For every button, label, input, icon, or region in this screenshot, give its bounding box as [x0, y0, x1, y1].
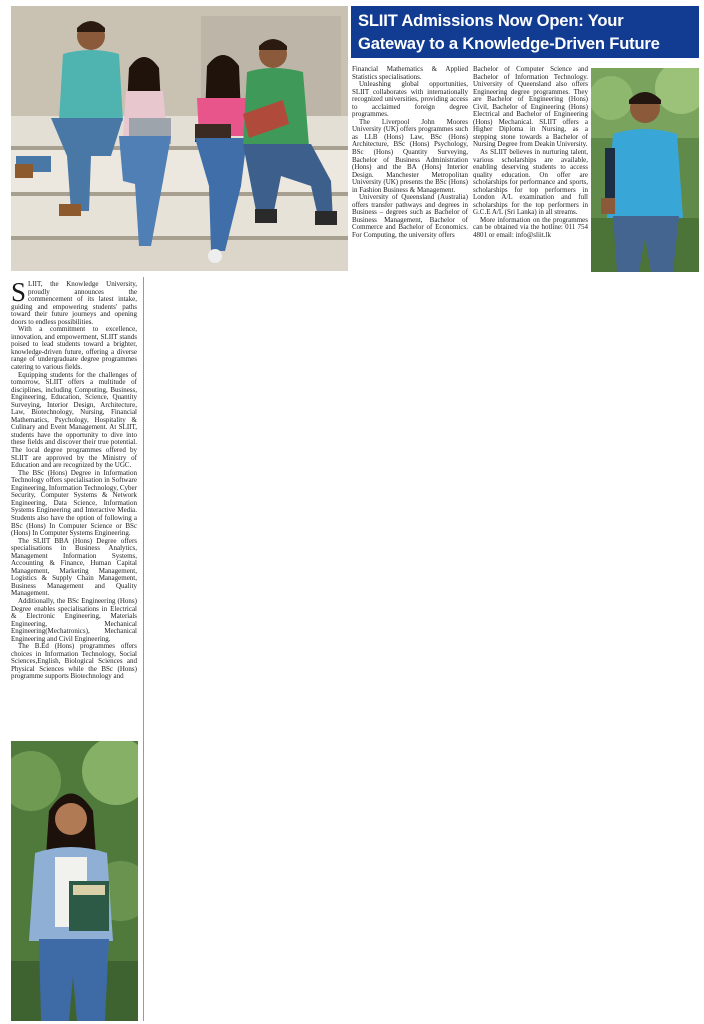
- paragraph: As SLIIT believes in nurturing talent, various scholarships are available, enabling deserving students to access quality education. On offer are scholarships for performance and sports, scholarships for top performers in London A/L examination and full scholarships for the top performers in G.C.E A/L (Sri Lanka) in all streams.: [473, 148, 588, 217]
- paragraph: The SLIIT BBA (Hons) Degree offers specialisations in Business Analytics, Management Information Systems, Accounting & Finance, Human Capital Management, Marketing Management, Logistics & Supply Chain Management, Business Management and Quality Management.: [11, 536, 137, 598]
- paragraph: The Liverpool John Moores University (UK) offers programmes such as LLB (Hons) Law, BSc (Hons) Architecture, BSc (Hons) Psychology, BSc (Hons) Quantity Surveying, Bachelor of Business Administration (Hons) and the BA (Hons) Interior Design. Manchester Metropolitan University (UK) presents the BSc (Hons) in Fashion Business & Management.: [352, 117, 468, 194]
- article-column-1: [11, 281, 137, 741]
- male-student-photo: [591, 68, 699, 272]
- paragraph: The BSc (Hons) Degree in Information Technology offers specialisation in Software Engineering, Information Technology, Cyber Security, Computer Systems & Network Engineering, Data Science, Information Systems Engineering and Interactive Media. Students also have the option of following a BSc (Hons) In Computer Science or BSc (Hons) In Computer Systems Engineering.: [11, 468, 137, 538]
- students-group-photo: [11, 6, 348, 271]
- drop-cap: S: [11, 281, 27, 307]
- paragraph: Unleashing global opportunities, SLIIT collaborates with internationally recognized universities, providing access to acclaimed foreign degree programmes.: [352, 80, 468, 119]
- paragraph: LIIT, the Knowledge University, proudly announces the commencement of its latest intake, guiding and empowering students' paths toward their future journeys and opening doors to endless possibilities.: [11, 281, 137, 326]
- column-divider: [143, 277, 144, 1021]
- headline-banner: [351, 6, 699, 58]
- paragraph: With a commitment to excellence, innovation, and empowerment, SLIIT stands poised to lead students toward a brighter, knowledge-driven future, offering a diverse range of undergraduate degree programmes catering to various fields.: [11, 325, 137, 372]
- headline-line-2: Gateway to a Knowledge-Driven Future: [358, 34, 660, 53]
- paragraph: More information on the programmes can be obtained via the hotline: 011 754 4801 or email: info@sliit.lk: [473, 215, 588, 240]
- paragraph: Financial Mathematics & Applied Statistics specialisations.: [352, 66, 468, 81]
- article-column-2: [352, 66, 468, 276]
- female-student-photo: [11, 741, 138, 1021]
- article-column-3: [473, 66, 588, 276]
- paragraph: The B.Ed (Hons) programmes offers choices in Information Technology, Social Sciences,English, Biological Sciences and Physical Sciences while the BSc (Hons) programme supports Biotechnology and: [11, 642, 137, 681]
- paragraph: University of Queensland (Australia) offers transfer pathways and degrees in Business – degrees such as Bachelor of Business Management, Bachelor of Commerce and Bachelor of Economics. For Computing, the university offers: [352, 193, 468, 240]
- paragraph: Bachelor of Computer Science and Bachelor of Information Technology. University of Queensland also offers Engineering degree programmes. They are Bachelor of Engineering (Hons) Civil, Bachelor of Engineering (Hons) Electrical and Bachelor of Engineering (Hons) Mechanical. SLIIT offers a Higher Diploma in Nursing, as a stepping stone towards a Bachelor of Nursing Degree from Deakin University.: [473, 66, 588, 149]
- headline-line-1: SLIIT Admissions Now Open: Your: [358, 11, 624, 30]
- paragraph: Additionally, the BSc Engineering (Hons) Degree enables specialisations in Electrical & Electronic Engineering, Materials Engineering, Mechanical Engineering(Mechatronics), Mechanical Engineering and Civil Engineering.: [11, 596, 137, 643]
- paragraph: Equipping students for the challenges of tomorrow, SLIIT offers a multitude of disciplines, including Computing, Business, Engineering, Education, Science, Quantity Surveying, Interior Design, Architecture, Law, Biotechnology, Nursing, Financial Mathematics, Psychology, Hospitality & Culinary and Event Management. At SLIIT, students have the opportunity to dive into these fields and discover their true potential. The local degree programmes offered by SLIIT are approved by the Ministry of Education and are recognized by the UGC.: [11, 370, 137, 470]
